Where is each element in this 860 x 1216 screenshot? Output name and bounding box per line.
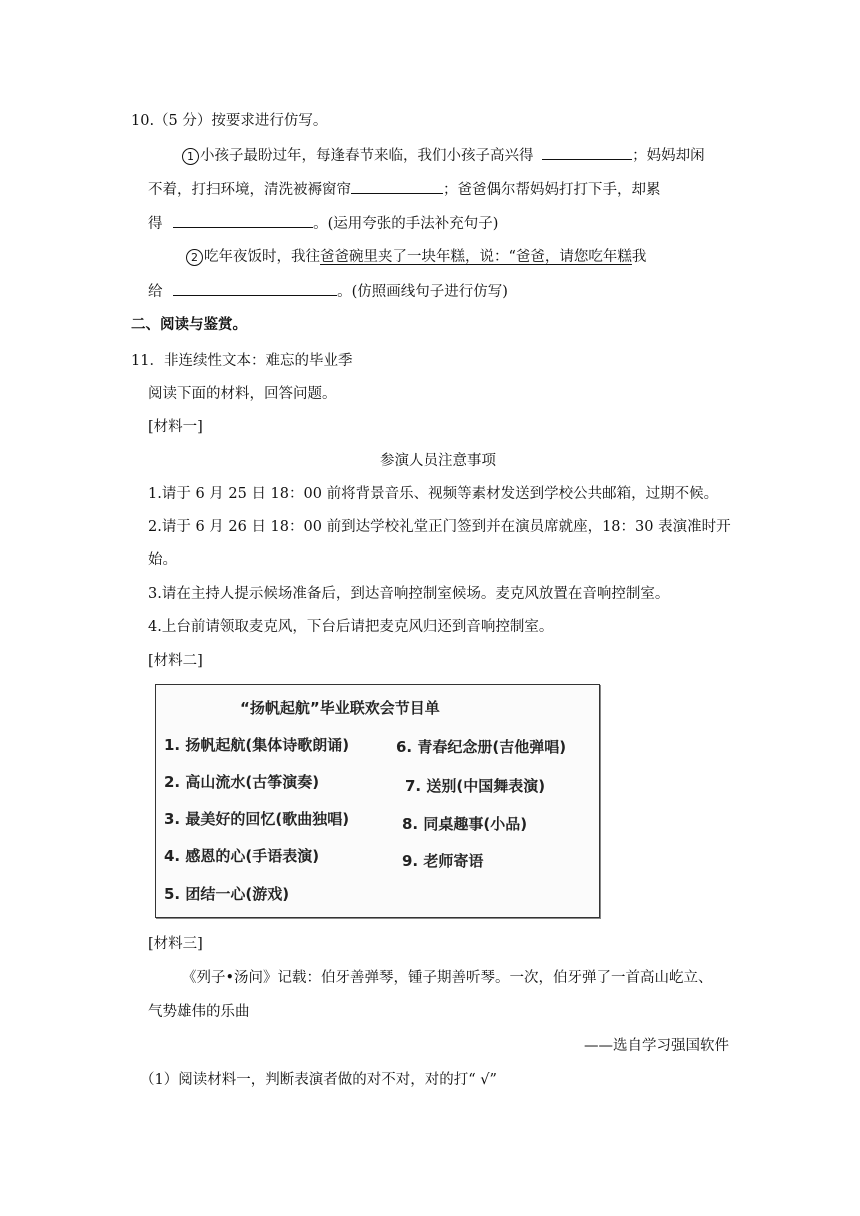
- q10-item2-text-b: 我: [631, 249, 647, 265]
- q10-item2-text-a: 吃年夜饭时，我往: [204, 249, 320, 265]
- notice-rule-4: 4.上台前请领取麦克风，下台后请把麦克风归还到音响控制室。: [148, 619, 554, 635]
- answer-blank-2[interactable]: [351, 179, 443, 194]
- q10-item2-line1: [186, 247, 646, 267]
- program-item: 5. 团结一心(游戏): [164, 885, 290, 903]
- circled-number-1: 1: [182, 148, 199, 165]
- q10-item1-line2: [148, 179, 661, 200]
- q10-item1-line3: [148, 213, 498, 234]
- notice-rule-1: 1.请于 6 月 25 日 18：00 前将背景音乐、视频等素材发送到学校公共邮箱，过期不候。: [148, 486, 719, 502]
- q10-item1-text-f: 。(运用夸张的手法补充句子): [313, 216, 499, 232]
- program-title: “扬帆起航”毕业联欢会节目单: [240, 699, 440, 717]
- program-item: 8. 同桌趣事(小品): [402, 815, 528, 833]
- q11-instruction: 阅读下面的材料，回答问题。: [148, 386, 337, 402]
- program-item: 6. 青春纪念册(吉他弹唱): [396, 738, 567, 756]
- q10-item2-text-d: 。(仿照画线句子进行仿写): [337, 284, 508, 300]
- program-item: 9. 老师寄语: [402, 852, 484, 870]
- material3-line-2: 气势雄伟的乐曲: [148, 1004, 250, 1020]
- answer-blank-1[interactable]: [542, 145, 632, 160]
- q10-item1-text-d: ；爸爸偶尔帮妈妈打打下手，却累: [443, 182, 661, 198]
- material3-line-1: 《列子•汤问》记载：伯牙善弹琴，锺子期善听琴。一次，伯牙弹了一首高山屹立、: [182, 970, 713, 986]
- q10-item1-text-c: 不着，打扫环境，清洗被褥窗帘: [148, 182, 351, 198]
- q11-header: 11．非连续性文本：难忘的毕业季: [131, 353, 353, 369]
- circled-number-2: 2: [186, 249, 203, 266]
- material3-source: ——选自学习强国软件: [584, 1038, 729, 1054]
- notice-rule-3: 3.请在主持人提示候场准备后，到达音响控制室候场。麦克风放置在音响控制室。: [148, 586, 670, 602]
- program-item: 7. 送别(中国舞表演): [405, 777, 546, 795]
- answer-blank-3[interactable]: [173, 213, 313, 228]
- section-title: 二、阅读与鉴赏。: [131, 317, 247, 333]
- notice-rule-2-cont: 始。: [148, 552, 177, 568]
- material1-label: [材料一]: [148, 419, 203, 435]
- material3-label: [材料三]: [148, 936, 203, 952]
- program-item: 3. 最美好的回忆(歌曲独唱): [164, 810, 350, 828]
- q10-item1-text-b: ；妈妈却闲: [632, 148, 705, 164]
- program-list-image: [155, 684, 600, 918]
- program-item: 4. 感恩的心(手语表演): [164, 847, 320, 865]
- program-item: 1. 扬帆起航(集体诗歌朗诵): [164, 736, 350, 754]
- q10-item1-text-a: 小孩子最盼过年，每逢春节来临，我们小孩子高兴得: [200, 148, 534, 164]
- program-item: 2. 高山流水(古筝演奏): [164, 773, 320, 791]
- q10-item2-line2: [148, 281, 508, 302]
- q10-item1-line1: [182, 145, 705, 166]
- notice-rule-2: 2.请于 6 月 26 日 18：00 前到达学校礼堂正门签到并在演员席就座，18：30 表演准时开: [148, 519, 731, 535]
- answer-blank-4[interactable]: [173, 281, 337, 296]
- q10-header: 10.（5 分）按要求进行仿写。: [131, 113, 328, 129]
- notice-title: 参演人员注意事项: [380, 453, 496, 469]
- q10-item1-text-e: 得: [148, 216, 163, 232]
- q10-item2-text-c: 给: [148, 284, 163, 300]
- material2-label: [材料二]: [148, 653, 203, 669]
- sub-question-1: （1）阅读材料一，判断表演者做的对不对，对的打“ √”: [140, 1072, 497, 1088]
- q10-item2-underlined-sentence: 爸爸碗里夹了一块年糕，说：“爸爸，请您吃年糕: [320, 249, 632, 265]
